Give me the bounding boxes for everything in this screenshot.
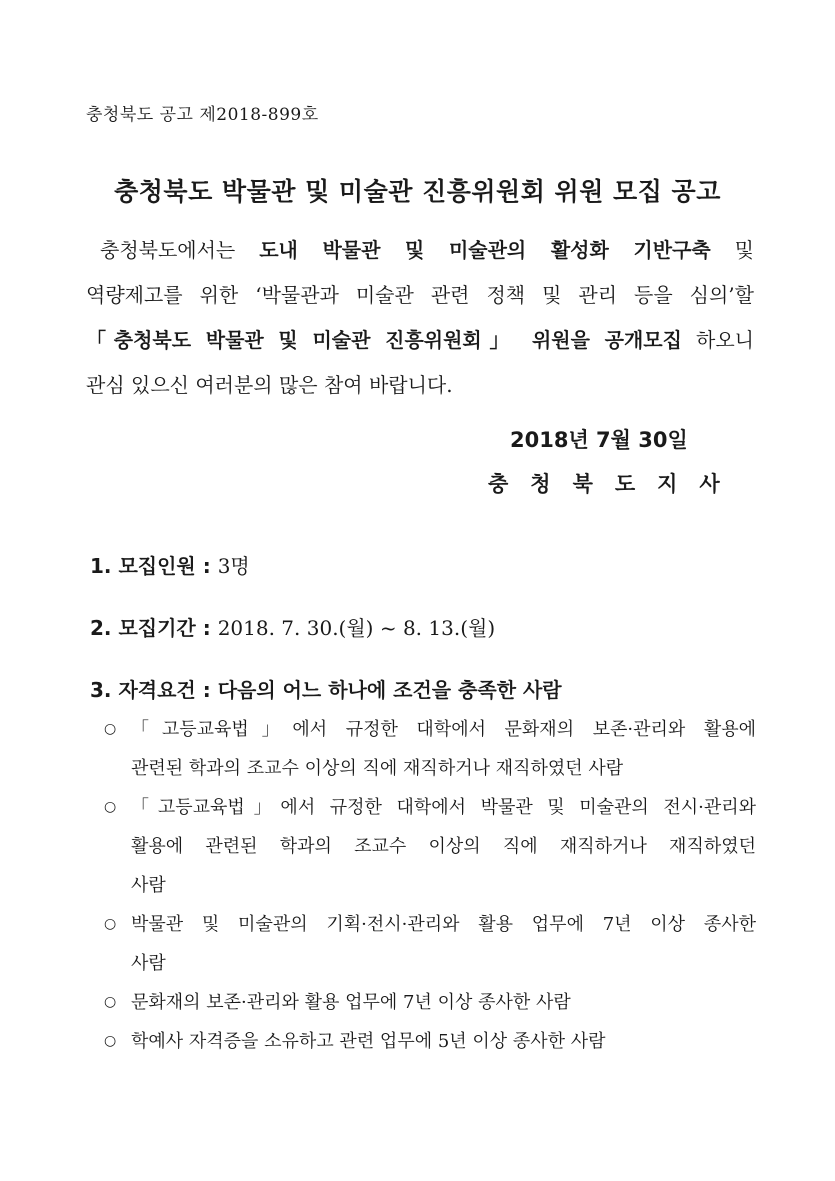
list-item (104, 1022, 756, 1061)
notice-date: 2018년 7월 30일 (510, 428, 688, 452)
circle-bullet-icon: ○ (104, 721, 117, 737)
issuer-name: 충청북도지사 (488, 472, 742, 496)
circle-bullet-icon: ○ (104, 1033, 117, 1049)
section-qualifications (90, 674, 562, 703)
intro-line-1 (86, 228, 754, 273)
intro-text: 및 (710, 238, 754, 262)
notice-number: 충청북도 공고 제2018-899호 (86, 105, 319, 125)
circle-bullet-icon: ○ (104, 916, 117, 932)
section-recruit-count (90, 550, 250, 579)
circle-bullet-icon: ○ (104, 994, 117, 1010)
intro-line-2: 역량제고를 위한 ‘박물관과 미술관 관련 정책 및 관리 등을 심의’할 (86, 283, 754, 307)
section-value: 3명 (217, 554, 250, 578)
intro-text: 하오니 (681, 328, 754, 352)
qualification-list (104, 710, 756, 1061)
list-item-line: 문화재의 보존·관리와 활용 업무에 7년 이상 종사한 사람 (131, 992, 571, 1013)
section-value: 2018. 7. 30.(월) ~ 8. 13.(월) (217, 616, 496, 640)
list-item-line: 사람 (131, 953, 166, 974)
list-item-line: 학예사 자격증을 소유하고 관련 업무에 5년 이상 종사한 사람 (131, 1031, 606, 1052)
list-item (104, 905, 756, 983)
intro-emphasis: 도내 박물관 및 미술관의 활성화 기반구축 (259, 238, 711, 262)
list-item (104, 710, 756, 788)
intro-paragraph (86, 228, 754, 408)
list-item (104, 788, 756, 905)
section-label: 2. 모집기간 : (90, 616, 218, 640)
list-item-line: 「고등교육법」에서 규정한 대학에서 박물관 및 미술관의 전시·관리와 (131, 797, 756, 818)
intro-line-4: 관심 있으신 여러분의 많은 참여 바랍니다. (86, 373, 453, 397)
section-label: 1. 모집인원 : (90, 554, 218, 578)
list-item-line: 박물관 및 미술관의 기획·전시·관리와 활용 업무에 7년 이상 종사한 (131, 914, 756, 935)
list-item-line: 사람 (131, 875, 166, 896)
section-label: 3. 자격요건 : (90, 678, 218, 702)
intro-text: 충청북도에서는 (100, 238, 260, 262)
circle-bullet-icon: ○ (104, 799, 117, 815)
list-item-line: 「고등교육법」에서 규정한 대학에서 문화재의 보존·관리와 활용에 (131, 719, 756, 740)
list-item-line: 관련된 학과의 조교수 이상의 직에 재직하거나 재직하였던 사람 (131, 758, 624, 779)
list-item (104, 983, 756, 1022)
list-item-line: 활용에 관련된 학과의 조교수 이상의 직에 재직하거나 재직하였던 (131, 836, 756, 857)
intro-emphasis: 「충청북도 박물관 및 미술관 진흥위원회」 위원을 공개모집 (86, 328, 682, 352)
section-recruit-period (90, 612, 495, 641)
intro-line-3 (86, 318, 754, 363)
section-value: 다음의 어느 하나에 조건을 충족한 사람 (217, 678, 562, 702)
notice-title: 충청북도 박물관 및 미술관 진흥위원회 위원 모집 공고 (114, 177, 721, 206)
